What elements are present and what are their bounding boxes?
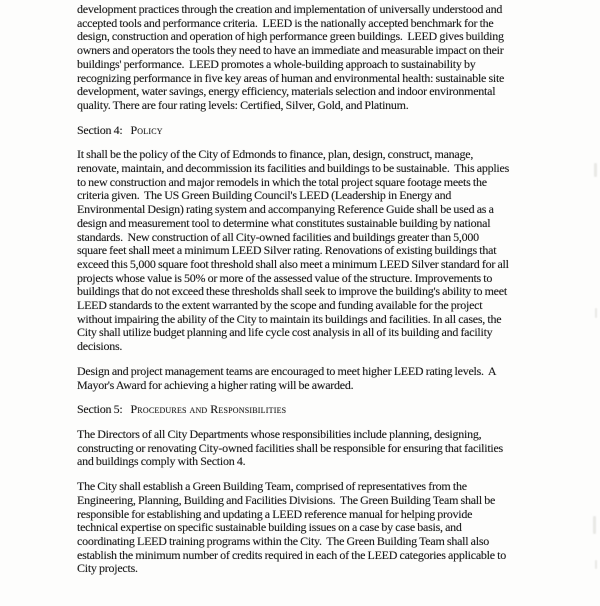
section-5-label: Section 5: — [77, 402, 123, 417]
page-content — [77, 2, 512, 587]
scan-artifact — [595, 308, 597, 318]
section-4-title: Policy — [130, 122, 163, 137]
scan-artifact — [594, 163, 597, 177]
section-5-title: Procedures and Responsibilities — [130, 402, 287, 417]
paragraph-directors-responsibility: The Directors of all City Departments whose responsibilities include planning, designing, constructing or renovating City-owned facilities shall be responsible for ensuring that facilities and buildings comply with Section 4. — [77, 426, 506, 469]
paragraph-leed-overview: development practices through the creation and implementation of universally understood and accepted tools and performance criteria. LEED is the nationally accepted benchmark for the design, construction and operation of high performance green buildings. LEED gives building owners and operators the tools they need to have an immediate and measurable impact on their buildings' performance. LEED promotes a whole-building approach to sustainability by recognizing performance in five key areas of human and environmental health: sustainable site development, water savings, energy efficiency, materials selection and indoor environmental quality. There are four rating levels: Certified, Silver, Gold, and Platinum. — [77, 2, 507, 112]
paragraph-mayor-award: Design and project management teams are encouraged to meet higher LEED rating levels. A Mayor's Award for achieving a higher rating will be awarded. — [77, 363, 498, 392]
section-4-label: Section 4: — [77, 122, 123, 137]
paragraph-policy-body: It shall be the policy of the City of Edmonds to finance, plan, design, construct, manage, renovate, maintain, and decommission its facilities and buildings to be sustainable. This applies to new construction and major remodels in which the total project square footage meets the criteria given. The US Green Building Council's LEED (Leadership in Energy and Environmental Design) rating system and accompanying Reference Guide shall be used as a design and measurement tool to determine what constitutes sustainable building by national standards. New construction of all City-owned facilities and buildings greater than 5,000 square feet shall meet a minimum LEED Silver rating. Renovations of existing buildings that exceed this 5,000 square foot threshold shall also meet a minimum LEED Silver standard for all projects whose value is 50% or more of the assessed value of the structure. Improvements to buildings that do not exceed these thresholds shall seek to improve the building's ability to meet LEED standards to the extent warranted by the scope and funding available for the project without impairing the ability of the City to maintain its buildings and facilities. In all cases, the City shall utilize budget planning and life cycle cost analysis in all of its building and facility decisions. — [77, 147, 512, 354]
paragraph-green-building-team: The City shall establish a Green Building Team, comprised of representatives from the Engineering, Planning, Building and Facilities Divisions. The Green Building Team shall be responsible for establishing and updating a LEED reference manual for helping provide technical expertise on specific sustainable building issues on a case by case basis, and coordinating LEED training programs within the City. The Green Building Team shall also establish the minimum number of credits required in each of the LEED categories applicable to City projects. — [77, 479, 509, 576]
scan-artifact — [595, 560, 597, 569]
section-4-heading — [77, 124, 509, 138]
section-5-heading — [77, 403, 509, 417]
scan-artifact — [593, 516, 596, 534]
